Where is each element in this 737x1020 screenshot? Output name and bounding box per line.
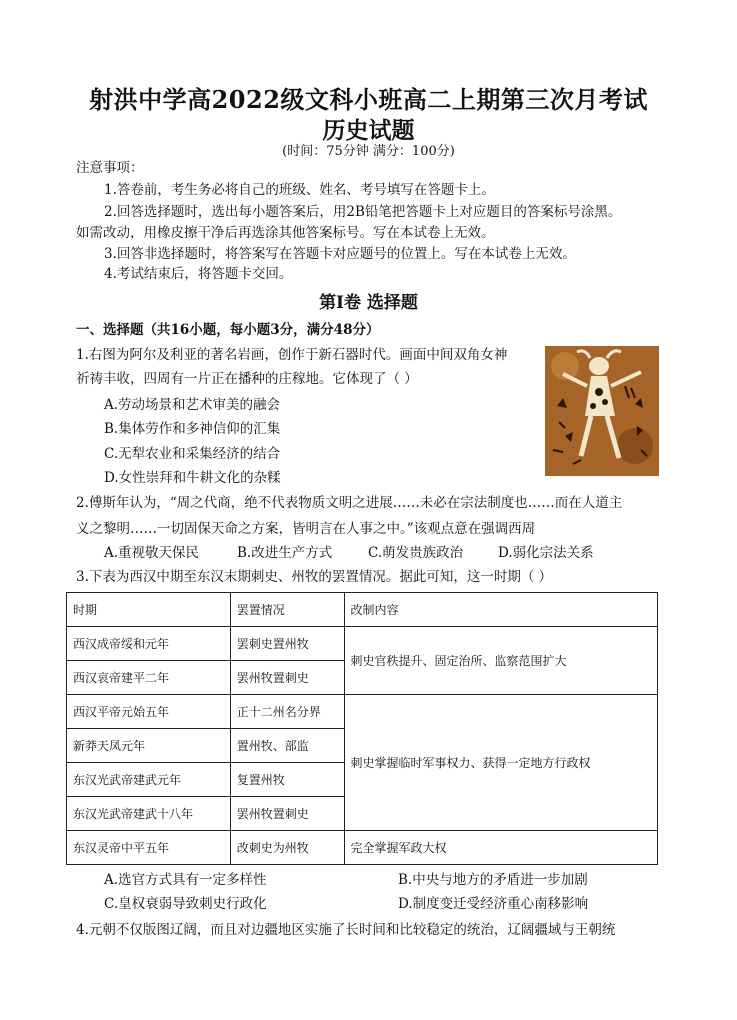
exam-title: 射洪中学高2022级文科小班高二上期第三次月考试	[89, 85, 648, 114]
table-header-cell: 改制内容	[344, 593, 657, 627]
table-header-cell: 时期	[67, 593, 231, 627]
table-cell-period: 东汉光武帝建武元年	[67, 763, 231, 797]
table-header-cell: 罢置情况	[230, 593, 344, 627]
table-row	[67, 831, 658, 865]
table-cell-change: 置州牧、部监	[230, 729, 344, 763]
table-cell-period: 西汉平帝元始五年	[67, 695, 231, 729]
table-cell-period: 新莽天凤元年	[67, 729, 231, 763]
notice-item: 1.答卷前，考生务必将自己的班级、姓名、考号填写在答题卡上。	[104, 182, 495, 198]
table-cell-period: 东汉光武帝建武十八年	[67, 797, 231, 831]
q3-stem: 3.下表为西汉中期至东汉末期刺史、州牧的罢置情况。据此可知，这一时期（ ）	[76, 569, 553, 585]
section-title: 第Ⅰ卷 选择题	[319, 293, 418, 313]
exam-subtitle: 历史试题	[322, 117, 415, 144]
q1-option-a: A.劳动场景和艺术审美的融会	[104, 397, 281, 413]
notice-item: 2.回答选择题时，选出每小题答案后，用2B铅笔把答题卡上对应题目的答案标号涂黑。	[104, 204, 622, 220]
q2-option-d: D.弱化宗法关系	[498, 545, 594, 561]
part-heading: 一、选择题（共16小题，每小题3分，满分48分）	[76, 322, 380, 338]
notice-item: 3.回答非选择题时，将答案写在答题卡对应题号的位置上。写在本试卷上无效。	[104, 246, 576, 262]
q4-stem: 4.元朝不仅版图辽阔，而且对边疆地区实施了长时间和比较稳定的统治，辽阔疆域与王朝统	[76, 922, 616, 938]
q2-option-b: B.改进生产方式	[237, 545, 333, 561]
q3-option-c: C.皇权衰弱导致刺史行政化	[104, 896, 267, 912]
table-cell-change: 罢州牧置刺史	[230, 661, 344, 695]
q1-stem: 1.右图为阿尔及利亚的著名岩画，创作于新石器时代。画面中间双角女神	[76, 347, 508, 363]
exam-info: (时间：75分钟 满分：100分)	[282, 144, 455, 159]
q3-table	[66, 592, 658, 865]
table-cell-period: 西汉哀帝建平二年	[67, 661, 231, 695]
q3-option-d: D.制度变迁受经济重心南移影响	[398, 896, 589, 912]
q2-option-c: C.萌发贵族政治	[368, 545, 464, 561]
q2-stem: 2.傅斯年认为，“周之代商，绝不代表物质文明之进展……未必在宗法制度也……而在人道主	[76, 495, 623, 511]
q1-stem: 祈祷丰收，四周有一片正在播种的庄稼地。它体现了（ ）	[76, 371, 418, 387]
table-header-row	[67, 593, 658, 627]
q1-option-d: D.女性崇拜和牛耕文化的杂糅	[104, 470, 281, 486]
table-cell-change: 复置州牧	[230, 763, 344, 797]
table-cell-period: 西汉成帝绥和元年	[67, 627, 231, 661]
notice-item: 如需改动，用橡皮擦干净后再选涂其他答案标号。写在本试卷上无效。	[76, 225, 495, 241]
q2-option-a: A.重视敬天保民	[104, 545, 200, 561]
table-cell-change: 正十二州名分界	[230, 695, 344, 729]
table-cell-change: 罢州牧置刺史	[230, 797, 344, 831]
table-row	[67, 627, 658, 661]
rock-painting-image	[545, 346, 659, 476]
table-cell-reform: 完全掌握军政大权	[344, 831, 657, 865]
table-cell-reform: 刺史掌握临时军事权力、获得一定地方行政权	[344, 695, 657, 831]
table-row	[67, 695, 658, 729]
table-cell-change: 改刺史为州牧	[230, 831, 344, 865]
q1-option-b: B.集体劳作和多神信仰的汇集	[104, 421, 281, 437]
table-cell-reform: 刺史官秩提升、固定治所、监察范围扩大	[344, 627, 657, 695]
table-cell-change: 罢刺史置州牧	[230, 627, 344, 661]
notice-item: 4.考试结束后，将答题卡交回。	[104, 266, 293, 282]
notice-heading: 注意事项：	[76, 160, 144, 176]
table-cell-period: 东汉灵帝中平五年	[67, 831, 231, 865]
q2-stem: 义之黎明……一切固保天命之方案，皆明言在人事之中。”该观点意在强调西周	[76, 521, 536, 537]
q3-option-b: B.中央与地方的矛盾进一步加剧	[398, 872, 588, 888]
rock-painting-svg	[545, 346, 659, 476]
q1-option-c: C.无犁农业和采集经济的结合	[104, 446, 281, 462]
q3-option-a: A.选官方式具有一定多样性	[104, 872, 267, 888]
